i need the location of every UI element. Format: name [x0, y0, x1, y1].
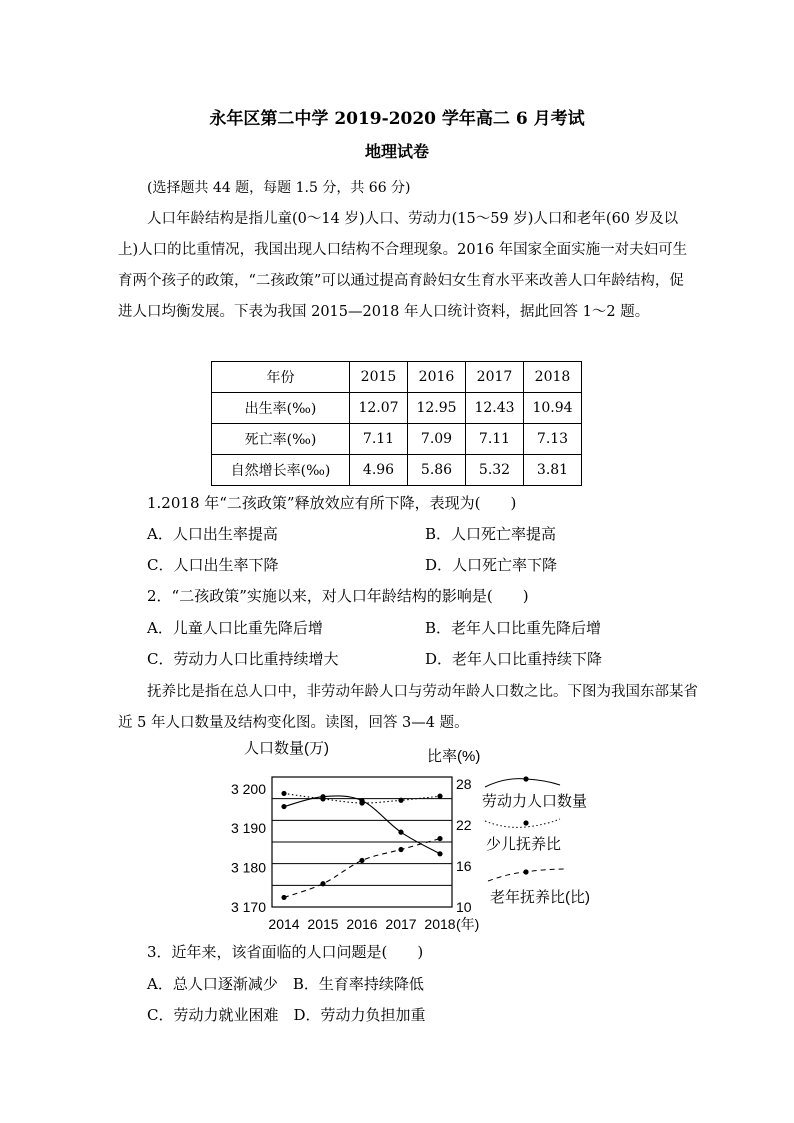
table-cell: 死亡率(‰) [212, 424, 350, 455]
chart-point [398, 830, 403, 835]
page-subtitle: 地理试卷 [364, 142, 429, 161]
instructions: (选择题共 44 题，每题 1.5 分，共 66 分) [147, 180, 411, 196]
chart-right-axis-label: 比率(%) [427, 748, 481, 765]
legend-label-child: 少儿抚养比 [486, 836, 562, 853]
table-cell: 5.32 [466, 455, 524, 486]
legend-line-child [485, 819, 560, 827]
chart-left-tick-label: 3 180 [230, 859, 266, 876]
question-1-option-c[interactable]: C．人口出生率下降 [147, 556, 279, 574]
table-cell: 12.07 [350, 393, 408, 424]
question-2-stem: 2．“二孩政策”实施以来，对人口年龄结构的影响是( ) [147, 587, 529, 605]
population-chart [220, 735, 600, 935]
chart-left-tick-label: 3 190 [230, 820, 266, 837]
chart-point [281, 895, 286, 900]
legend-line-labor [485, 779, 560, 787]
chart-point [398, 847, 403, 852]
table-row [212, 455, 582, 486]
chart-x-tick-label: 2014 [268, 916, 300, 932]
chart-point [437, 836, 442, 841]
chart-tick-labels [231, 776, 472, 932]
question-1-option-d[interactable]: D．人口死亡率下降 [425, 556, 558, 574]
table-header-cell: 2018 [524, 362, 582, 393]
table-cell: 3.81 [524, 455, 582, 486]
question-2-option-b[interactable]: B．老年人口比重先降后增 [425, 619, 602, 637]
table-header-row [212, 362, 582, 393]
chart-point [281, 791, 286, 796]
chart-point [320, 796, 325, 801]
table-cell: 12.95 [408, 393, 466, 424]
chart-left-axis-label: 人口数量(万) [244, 740, 329, 757]
question-1-stem: 1.2018 年“二孩政策”释放效应有所下降，表现为( ) [147, 494, 517, 512]
question-2-option-a[interactable]: A．儿童人口比重先降后增 [147, 619, 323, 637]
chart-x-tick-label: 2018 [424, 916, 456, 932]
chart-x-tick-label: 2017 [385, 916, 417, 932]
chart-x-tick-label: 2016 [346, 916, 378, 932]
legend-marker-child [523, 820, 528, 825]
table-cell: 出生率(‰) [212, 393, 350, 424]
passage-dependency-ratio: 抚养比是指在总人口中，非劳动年龄人口与劳动年龄人口数之比。下图为我国东部某省近 5 年人口数量及结构变化图。读图，回答 3—4 题。 [118, 684, 698, 731]
chart-point [359, 800, 364, 805]
question-1-option-a[interactable]: A．人口出生率提高 [147, 525, 278, 543]
chart-right-tick-label: 10 [456, 899, 472, 915]
table-cell: 5.86 [408, 455, 466, 486]
chart-point [320, 881, 325, 886]
table-header-cell: 2015 [350, 362, 408, 393]
question-2-option-d[interactable]: D．老年人口比重持续下降 [425, 650, 603, 668]
table-cell: 7.13 [524, 424, 582, 455]
chart-point [281, 804, 286, 809]
passage-population-structure: 人口年龄结构是指儿童(0～14 岁)人口、劳动力(15～59 岁)人口和老年(60 岁及以上)人口的比重情况，我国出现人口结构不合理现象。2016 年国家全面实施一对夫妇可生育两个孩子的政策，“二孩政策”可以通过提高育龄妇女生育水平来改善人口年龄结构，促进人口均衡发展。下表为我国 2015—2018 年人口统计资料，据此回答 1～2 题。 [118, 211, 688, 320]
page-title: 永年区第二中学 2019-2020 学年高二 6 月考试 [209, 109, 585, 129]
table-cell: 自然增长率(‰) [212, 455, 350, 486]
population-stats-table [211, 361, 582, 486]
question-3-options-cd[interactable]: C．劳动力就业困难 D．劳动力负担加重 [147, 1006, 426, 1024]
chart-x-unit: (年) [456, 916, 480, 932]
chart-point [437, 851, 442, 856]
chart-point [398, 798, 403, 803]
table-cell: 7.11 [350, 424, 408, 455]
chart-x-tick-label: 2015 [307, 916, 339, 932]
question-2-option-c[interactable]: C．劳动力人口比重持续增大 [147, 650, 339, 668]
legend-marker-elderly [523, 869, 528, 874]
chart-series-line-2 [284, 839, 440, 898]
question-1-option-b[interactable]: B．人口死亡率提高 [425, 525, 557, 543]
chart-point [359, 858, 364, 863]
table-row [212, 393, 582, 424]
table-header-cell: 年份 [212, 362, 350, 393]
table-header-cell: 2017 [466, 362, 524, 393]
chart-left-tick-label: 3 200 [230, 780, 266, 797]
chart-right-tick-label: 28 [456, 775, 472, 792]
table-cell: 10.94 [524, 393, 582, 424]
chart-lines [281, 791, 442, 900]
chart-grid [272, 777, 452, 907]
question-3-options-ab[interactable]: A．总人口逐渐减少 B．生育率持续降低 [147, 975, 424, 993]
table-cell: 7.09 [408, 424, 466, 455]
table-header-cell: 2016 [408, 362, 466, 393]
table-row [212, 424, 582, 455]
legend-label-elderly: 老年抚养比(比) [490, 889, 590, 906]
table-cell: 4.96 [350, 455, 408, 486]
chart-point [437, 794, 442, 799]
legend-label-labor: 劳动力人口数量 [482, 793, 588, 810]
chart-legend [482, 776, 590, 906]
question-3-stem: 3．近年来，该省面临的人口问题是( ) [147, 943, 424, 961]
chart-right-tick-label: 16 [456, 857, 472, 874]
chart-left-tick-label: 3 170 [230, 899, 266, 915]
table-cell: 7.11 [466, 424, 524, 455]
legend-marker-labor [523, 776, 528, 781]
table-cell: 12.43 [466, 393, 524, 424]
chart-right-tick-label: 22 [456, 816, 472, 833]
